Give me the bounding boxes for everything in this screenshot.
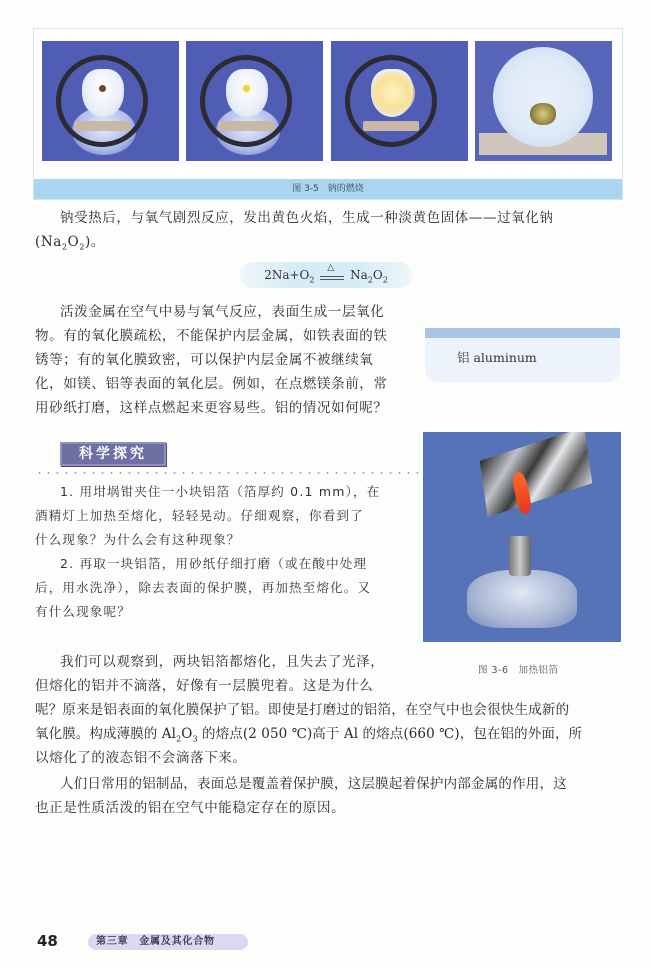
heat-triangle-icon: △ bbox=[327, 262, 335, 273]
paragraph-sodium-formula: $(Na_2O_2)$。 bbox=[35, 234, 105, 252]
paragraph-oxide-line: 锈等；有的氧化膜致密，可以保护内层金属不被继续氧 bbox=[35, 352, 374, 368]
inquiry-item-1: 1. 用坩埚钳夹住一小块铝箔（箔厚约 0.1 mm），在 bbox=[60, 484, 381, 499]
paragraph-oxide-line: 用砂纸打磨，这样点燃起来更容易些。铝的情况如何呢？ bbox=[35, 400, 388, 416]
chemical-equation: $2Na+O_2$ △ $Na_2O_2$ bbox=[240, 262, 412, 288]
paragraph-observation: 但熔化的铝并不滴落，好像有一层膜兜着。这是为什么 bbox=[35, 678, 374, 694]
figure-caption: 图 3-5 钠的燃烧 bbox=[34, 179, 622, 199]
photo-heating-aluminum-foil bbox=[423, 432, 621, 642]
paragraph-oxide-line: 活泼金属在空气中易与氧气反应，表面生成一层氧化 bbox=[60, 304, 385, 320]
figure-caption: 图 3-6 加热铝箔 bbox=[478, 665, 559, 676]
chapter-label: 第三章 金属及其化合物 bbox=[88, 934, 248, 950]
paragraph-observation: 我们可以观察到，两块铝箔都熔化，且失去了光泽， bbox=[60, 654, 385, 670]
paragraph-observation: 呢？原来是铝表面的氧化膜保护了铝。即使是打磨过的铝箔，在空气中也会很快生成新的 bbox=[35, 702, 570, 718]
paragraph-oxide-line: 化，如镁、铝等表面的氧化层。例如，在点燃镁条前，常 bbox=[35, 376, 388, 392]
paragraph-oxide-line: 物。有的氧化膜疏松，不能保护内层金属，如铁表面的铁 bbox=[35, 328, 388, 344]
paragraph-sodium-reaction: 钠受热后，与氧气剧烈反应，发出黄色火焰，生成一种淡黄色固体——过氧化钠 bbox=[60, 210, 554, 226]
dotted-divider bbox=[35, 472, 420, 474]
photo-sodium-peroxide-residue bbox=[475, 41, 612, 161]
figure-3-5 bbox=[33, 28, 623, 200]
heat-reaction-arrow bbox=[318, 262, 346, 283]
glossary-box bbox=[425, 328, 620, 382]
inquiry-item-1: 酒精灯上加热至熔化，轻轻晃动。仔细观察，你看到了 bbox=[35, 508, 364, 523]
science-inquiry-badge: 科学探究 bbox=[60, 442, 166, 466]
paragraph-conclusion: 也正是性质活泼的铝在空气中能稳定存在的原因。 bbox=[35, 800, 346, 816]
inquiry-item-1: 什么现象？为什么会有这种现象？ bbox=[35, 532, 241, 547]
photo-sodium-burning bbox=[331, 41, 468, 161]
page-number: 48 bbox=[37, 932, 58, 950]
inquiry-item-2: 有什么现象呢？ bbox=[35, 604, 131, 619]
inquiry-item-2: 后，用水洗净），除去表面的保护膜，再加热至熔化。又 bbox=[35, 580, 372, 595]
photo-sodium-igniting bbox=[186, 41, 323, 161]
inquiry-item-2: 2. 再取一块铝箔，用砂纸仔细打磨（或在酸中处理 bbox=[60, 556, 368, 571]
glossary-term: 铝 aluminum bbox=[457, 350, 537, 365]
paragraph-conclusion: 人们日常用的铝制品，表面总是覆盖着保护膜，这层膜起着保护内部金属的作用，这 bbox=[60, 776, 567, 792]
photo-sodium-unheated bbox=[42, 41, 179, 161]
paragraph-melting-point: 氧化膜。构成薄膜的 $Al_2O_3$ 的熔点(2 050 ℃)高于 Al 的熔点(660 ℃)，包在铝的外面，所 bbox=[35, 726, 583, 744]
paragraph-observation: 以熔化了的液态铝不会滴落下来。 bbox=[35, 750, 247, 766]
